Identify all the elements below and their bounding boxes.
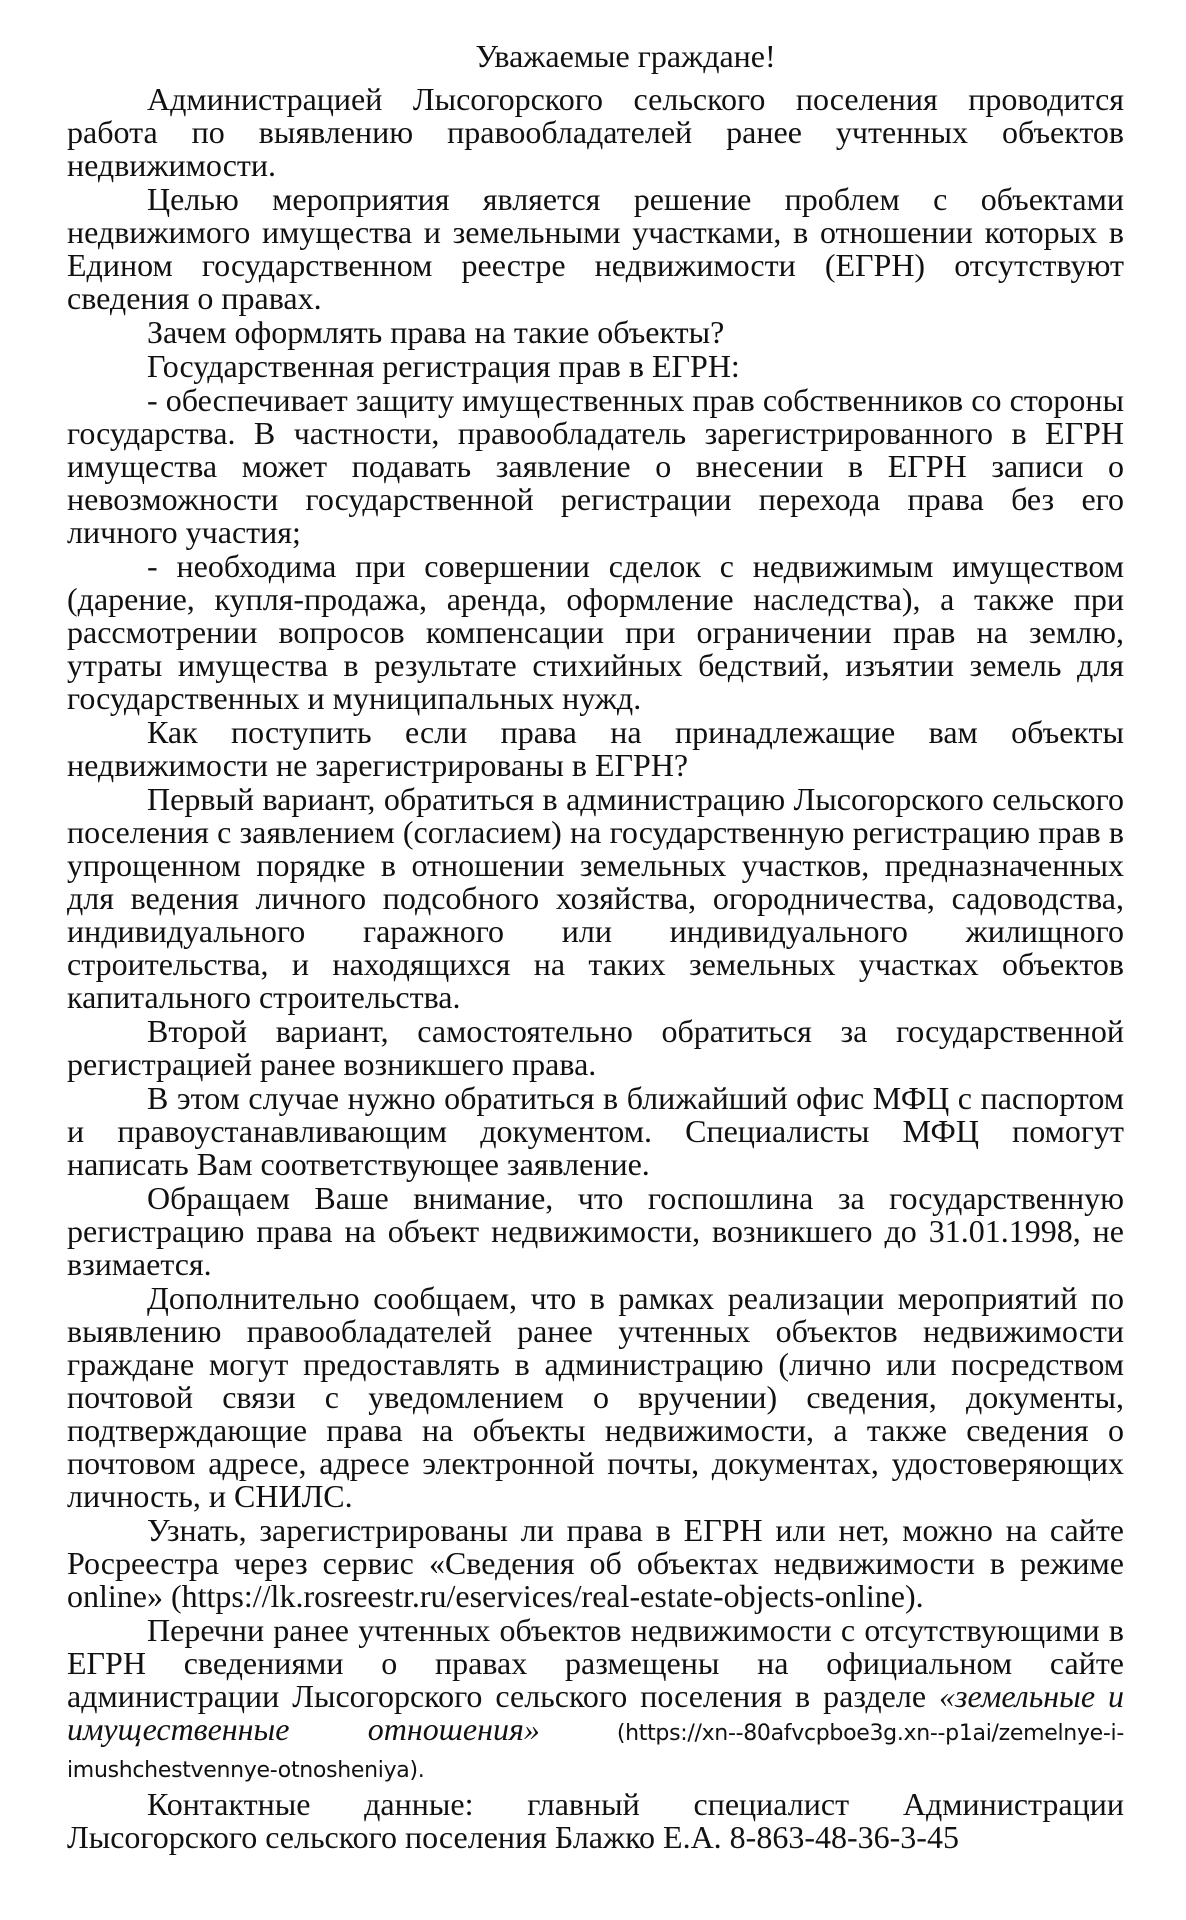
paragraph-transactions: - необходима при совершении сделок с недвижимым имуществом (дарение, купля-продажа, аренда, оформление наследства), а также при рассмотрении вопросов компенсации при ограничении прав на землю, утраты имущества в результате стихийных бедствий, изъятии земель для государственных и муниципальных нужд. [67, 548, 1124, 716]
paragraph-mfc: В этом случае нужно обратиться в ближайший офис МФЦ с паспортом и правоустанавливающим документом. Специалисты МФЦ помогут написать Вам соответствующее заявление. [67, 1080, 1124, 1182]
paragraph-additional-info: Дополнительно сообщаем, что в рамках реализации мероприятий по выявлению правообладателей ранее учтенных объектов недвижимости граждане могут предоставлять в администрацию (лично или посредством почтовой связи с уведомлением о вручении) сведения, документы, подтверждающие права на объекты недвижимости, а также сведения о почтовом адресе, адресе электронной почты, документах, удостоверяющих личность, и СНИЛС. [67, 1280, 1124, 1514]
document-title: Уважаемые граждане! [475, 38, 776, 74]
paragraph-intro: Администрацией Лысогорского сельского поселения проводится работа по выявлению правообладателей ранее учтенных объектов недвижимости. [67, 81, 1124, 183]
paragraph-goal: Целью мероприятия является решение проблем с объектами недвижимого имущества и земельными участками, в отношении которых в Едином государственном реестре недвижимости (ЕГРН) отсутствуют сведения о правах. [67, 181, 1124, 316]
document-page [67, 40, 1124, 1854]
paragraph-second-option: Второй вариант, самостоятельно обратиться за государственной регистрацией ранее возникшего права. [67, 1013, 1124, 1082]
paragraph-question-how: Как поступить если права на принадлежащие вам объекты недвижимости не зарегистрированы в ЕГРН? [67, 714, 1124, 783]
paragraph-rosreestr: Узнать, зарегистрированы ли права в ЕГРН или нет, можно на сайте Росреестра через сервис «Сведения об объектах недвижимости в режиме online» (https://lk.rosreestr.ru/eservices/real-estate-objects-online). [67, 1512, 1124, 1614]
paragraph-lists-text: Перечни ранее учтенных объектов недвижимости с отсутствующими в ЕГРН сведениями о правах размещены на официальном сайте администрации Лысогорского сельского поселения в разделе [67, 1612, 1124, 1714]
paragraph-question-why: Зачем оформлять права на такие объекты? [147, 314, 725, 350]
paragraph-first-option: Первый вариант, обратиться в администрацию Лысогорского сельского поселения с заявлением (согласием) на государственную регистрацию прав в упрощенном порядке в отношении земельных участков, предназначенных для ведения личного подсобного хозяйства, огородничества, садоводства, индивидуального гаражного или индивидуального жилищного строительства, и находящихся на таких земельных участках объектов капитального строительства. [67, 781, 1124, 1015]
paragraph-protection: - обеспечивает защиту имущественных прав собственников со стороны государства. В частности, правообладатель зарегистрированного в ЕГРН имущества может подавать заявление о внесении в ЕГРН записи о невозможности государственной регистрации перехода права без его личного участия; [67, 382, 1124, 550]
paragraph-fee: Обращаем Ваше внимание, что госпошлина за государственную регистрацию права на объект недвижимости, возникшего до 31.01.1998, не взимается. [67, 1180, 1124, 1282]
section-link[interactable]: (https://xn--80afvcpboe3g.xn--p1ai/zemelnye-i-imushchestvennye-otnosheniya). [67, 1721, 1124, 1783]
paragraph-contacts: Контактные данные: главный специалист Администрации Лысогорского сельского поселения Блажко Е.А. 8-863-48-36-3-45 [67, 1786, 1124, 1855]
paragraph-registration-heading: Государственная регистрация прав в ЕГРН: [147, 348, 740, 384]
paragraph-lists [67, 1614, 1124, 1787]
section-name: «земельные и имущественные отношения» [67, 1678, 1125, 1747]
